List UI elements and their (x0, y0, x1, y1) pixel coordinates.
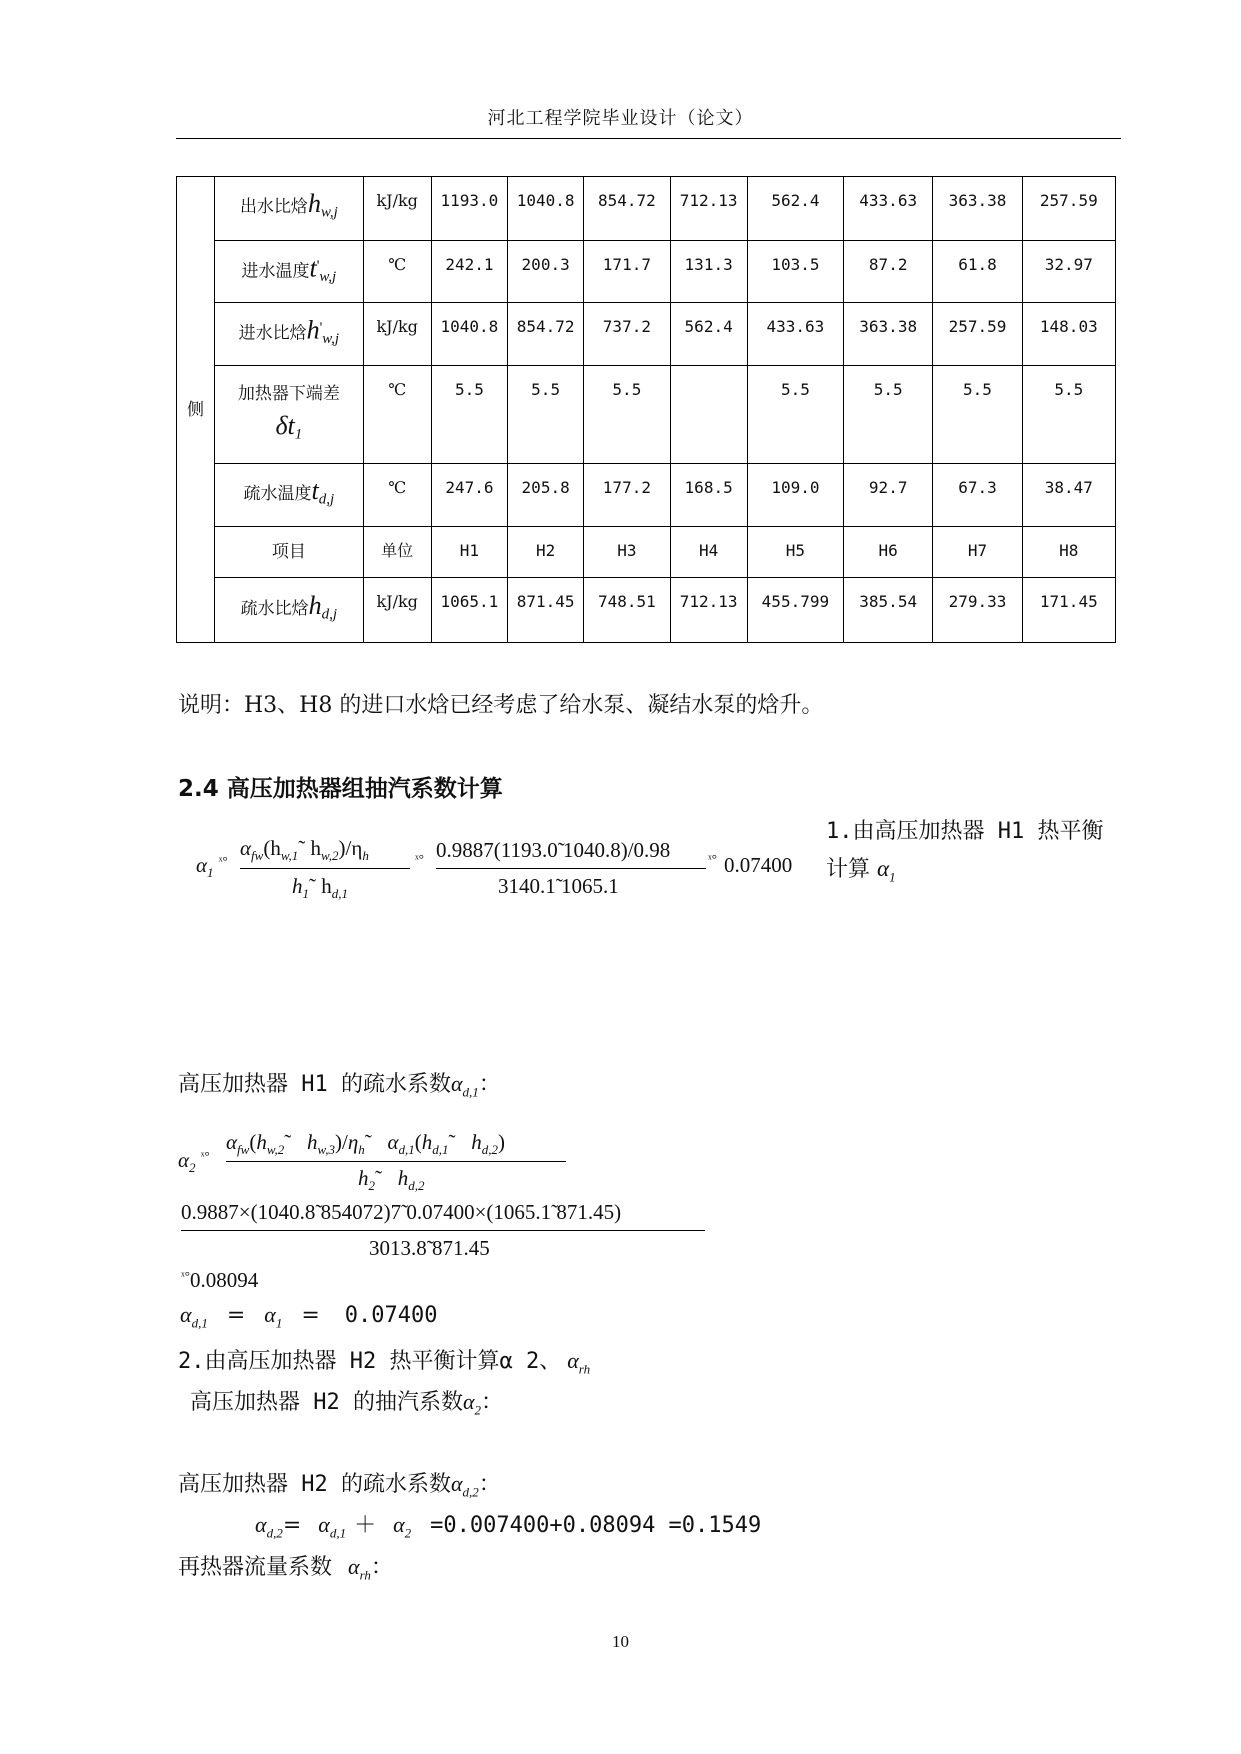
row-label-cell (215, 527, 363, 578)
row-label: 疏水比焓 (240, 598, 309, 619)
header-rule (176, 138, 1121, 139)
eq1-lhs (196, 853, 228, 881)
eq3-sub-1: 1 (275, 1315, 283, 1331)
table-row (177, 241, 1116, 303)
table-note: 说明：H3、H8 的进口水焓已经考虑了给水泵、凝结水泵的焓升。 (178, 693, 824, 718)
eq1-den-rest: ˜ h (309, 874, 332, 898)
side-label: 侧 (187, 399, 205, 420)
value-cell: H8 (1022, 527, 1115, 578)
unit-cell: ℃ (363, 464, 431, 527)
table-row (177, 366, 1116, 464)
row-symbol-prime: ' (319, 320, 323, 337)
section-heading: 2.4 高压加热器组抽汽系数计算 (178, 776, 503, 802)
eq4-sub-2: 2 (404, 1525, 412, 1541)
value-cell: H1 (431, 527, 507, 578)
value-cell: 385.54 (844, 578, 933, 643)
value-cell: 5.5 (844, 366, 933, 464)
value-cell: 103.5 (747, 241, 843, 303)
eq1-fraction-bar-1 (240, 868, 410, 869)
value-cell: 148.03 (1022, 303, 1115, 366)
value-cell: H2 (508, 527, 584, 578)
alpha-subscript: 1 (889, 869, 896, 885)
eq1-num-sub2: w,1 (280, 848, 299, 864)
value-cell: 247.6 (431, 464, 507, 527)
eq1-num-symbolic (240, 836, 369, 864)
row-label: 加热器下端差 (237, 384, 340, 405)
step2-sub: rh (578, 1361, 591, 1377)
unit-cell: kJ/kg (363, 177, 431, 241)
value-cell: 257.59 (1022, 177, 1115, 241)
value-cell (670, 366, 747, 464)
value-cell: 737.2 (584, 303, 670, 366)
eq1-eq-sign-3: ˣ° (708, 851, 717, 866)
drain-h1-text: 高压加热器 H1 的疏水系数 (178, 1072, 451, 1097)
value-cell: 5.5 (1022, 366, 1115, 464)
alpha-symbol: α (877, 856, 890, 881)
value-cell: 1193.0 (431, 177, 507, 241)
eq1-fraction-bar-2 (436, 868, 706, 869)
step1-line1 (826, 814, 1103, 845)
eq2-result: 0.08094 (189, 1268, 259, 1292)
value-cell: H4 (670, 527, 747, 578)
row-label: 项目 (271, 542, 306, 562)
page-header: 河北工程学院毕业设计（论文） (487, 108, 754, 129)
reheat-alpha: α (348, 1554, 360, 1579)
eq2-lhs (178, 1148, 210, 1176)
table-row (177, 303, 1116, 366)
value-cell: 433.63 (747, 303, 843, 366)
table-row (177, 578, 1116, 643)
eq1-num-numeric: 0.9887(1193.0̃ 1040.8)/0.98 (436, 838, 671, 862)
value-cell: H3 (584, 527, 670, 578)
extraction-h2-sub: 2 (474, 1402, 482, 1418)
eq2-fraction-bar-2 (181, 1230, 705, 1231)
eq1-num-mid: ˜ h (298, 836, 322, 860)
step2-text: 2.由高压加热器 H2 热平衡计算α 2、 (178, 1349, 562, 1374)
value-cell: 871.45 (508, 578, 584, 643)
extraction-h2-text: 高压加热器 H2 的抽汽系数 (190, 1390, 463, 1415)
heater-parameter-table (176, 176, 1116, 643)
row-symbol-subscript: w,j (322, 331, 340, 348)
eq1-eq-sign-2: ˣ° (415, 851, 424, 866)
eq2-result-line (181, 1268, 258, 1293)
value-cell: 562.4 (670, 303, 747, 366)
table-row (177, 464, 1116, 527)
value-cell: 38.47 (1022, 464, 1115, 527)
eq4-rhs: =0.007400+0.08094 =0.1549 (430, 1513, 762, 1538)
value-cell: 363.38 (844, 303, 933, 366)
step1-line2 (826, 852, 896, 885)
value-cell: 1040.8 (508, 177, 584, 241)
reheat-sub: rh (359, 1567, 371, 1583)
row-label: 进水温度 (241, 261, 310, 282)
value-cell: 171.7 (584, 241, 670, 303)
drain-h2-text: 高压加热器 H2 的疏水系数 (178, 1472, 451, 1497)
value-cell: 1065.1 (431, 578, 507, 643)
eq1-num-sub4: h (362, 848, 369, 864)
value-cell: 748.51 (584, 578, 670, 643)
eq2-lhs-symbol: α (178, 1148, 190, 1172)
value-cell: 61.8 (933, 241, 1022, 303)
value-cell: 205.8 (508, 464, 584, 527)
extraction-h2-colon: ： (481, 1390, 504, 1415)
eq1-den-numeric: 3140.1̃ 1065.1 (498, 874, 619, 898)
unit-cell: kJ/kg (363, 303, 431, 366)
row-symbol-subscript: d,j (318, 491, 335, 508)
value-cell: 177.2 (584, 464, 670, 527)
eq1-den-sub: 1 (302, 886, 309, 902)
step1-text2: 计算 (826, 857, 871, 882)
eq1-eq-sign: ˣ° (218, 853, 228, 868)
eq2-lhs-sub: 2 (189, 1160, 196, 1176)
row-label: 进水比焓 (238, 324, 307, 345)
extraction-h2-alpha: α (462, 1389, 475, 1414)
value-cell: 92.7 (844, 464, 933, 527)
value-cell: 200.3 (508, 241, 584, 303)
row-label-cell (215, 241, 363, 303)
row-label: 疏水温度 (243, 483, 312, 504)
row-label-cell (215, 303, 363, 366)
eq1-result: 0.07400 (724, 853, 793, 877)
step2-alpha: α (567, 1348, 579, 1373)
value-cell: 433.63 (844, 177, 933, 241)
eq1-den-sub2: d,1 (331, 886, 348, 902)
row-label: 出水比焓 (239, 197, 308, 218)
table-row (177, 177, 1116, 241)
eq1-num-sub: fw (251, 848, 264, 864)
drain-h1-sub: d,1 (462, 1084, 479, 1100)
eq1-num-end: )/η (338, 836, 363, 860)
eq3-value: 0.07400 (344, 1303, 438, 1328)
step2-line (178, 1344, 590, 1377)
value-cell: 455.799 (747, 578, 843, 643)
row-symbol: δt (275, 411, 295, 441)
extraction-h2-line (190, 1385, 503, 1418)
drain-h1-colon: ： (478, 1072, 501, 1097)
eq4-line: $\alpha_{d,2}= \alpha_{d,1} + \alpha_2 =0.007400+0.08094 =0.1549$ (255, 1512, 762, 1541)
eq2-num-symbolic: $\alpha_{fw}(h_{w,2}˜$ $h_{w,3})/\eta_h˜$ $\alpha_{d,1}(h_{d,1}˜$ $h_{d,2}$) (226, 1130, 506, 1158)
value-cell: 5.5 (747, 366, 843, 464)
table-row (177, 527, 1116, 578)
row-symbol-prime: ' (316, 257, 320, 274)
unit-cell: ℃ (363, 241, 431, 303)
row-label-cell (215, 578, 363, 643)
value-cell: H5 (747, 527, 843, 578)
page-number: 10 (612, 1632, 629, 1651)
value-cell: 109.0 (747, 464, 843, 527)
reheat-line (178, 1550, 393, 1583)
eq2-eq-sign: ˣ° (200, 1148, 210, 1163)
unit-cell: 单位 (363, 527, 431, 578)
row-symbol: h (307, 189, 321, 219)
eq3-alpha-d1: α (180, 1302, 192, 1327)
value-cell: 5.5 (584, 366, 670, 464)
drain-h2-alpha: α (450, 1471, 463, 1496)
eq4-sub-d2: d,2 (266, 1525, 283, 1541)
eq2-den-numeric: 3013.8̃ 871.45 (369, 1236, 490, 1260)
value-cell: 171.45 (1022, 578, 1115, 643)
table-body (177, 177, 1116, 643)
drain-h1-line (178, 1067, 501, 1100)
value-cell: 712.13 (670, 578, 747, 643)
value-cell: H6 (844, 527, 933, 578)
value-cell: 854.72 (508, 303, 584, 366)
row-label-cell (215, 464, 363, 527)
value-cell: 1040.8 (431, 303, 507, 366)
eq1-den-h: h (292, 874, 303, 898)
row-symbol: t (311, 475, 319, 505)
eq1-num-sub3: w,2 (321, 848, 339, 864)
eq1-lhs-sub: 1 (207, 865, 214, 881)
drain-h1-alpha: α (450, 1071, 463, 1096)
value-cell: 363.38 (933, 177, 1022, 241)
row-symbol: h (306, 316, 320, 346)
eq1-lhs-symbol: α (196, 853, 208, 877)
eq2-eq-sign-2: ˣ° (181, 1268, 190, 1283)
value-cell: H7 (933, 527, 1022, 578)
value-cell: 562.4 (747, 177, 843, 241)
unit-cell: ℃ (363, 366, 431, 464)
value-cell: 854.72 (584, 177, 670, 241)
value-cell: 87.2 (844, 241, 933, 303)
value-cell: 168.5 (670, 464, 747, 527)
eq1-num-alpha: α (240, 836, 252, 860)
value-cell: 257.59 (933, 303, 1022, 366)
eq2-den-symbolic: $h_2˜$ $h_{d,2}$ (358, 1166, 425, 1194)
row-label-cell (215, 177, 363, 241)
unit-cell: kJ/kg (363, 578, 431, 643)
row-symbol-subscript: w,j (320, 204, 338, 221)
step1-text: 1.由高压加热器 H1 热平衡 (826, 819, 1104, 844)
row-symbol: t (309, 253, 317, 283)
side-label-cell (177, 177, 215, 643)
row-label-cell (215, 366, 363, 464)
value-cell: 5.5 (431, 366, 507, 464)
eq2-fraction-bar-1 (226, 1161, 566, 1162)
row-symbol-subscript: d,j (321, 606, 338, 623)
row-symbol: h (308, 590, 322, 620)
drain-h2-colon: ： (478, 1472, 501, 1497)
value-cell: 712.13 (670, 177, 747, 241)
row-symbol-subscript: w,j (319, 269, 337, 286)
value-cell: 32.97 (1022, 241, 1115, 303)
value-cell: 242.1 (431, 241, 507, 303)
drain-h2-sub: d,2 (462, 1484, 479, 1500)
value-cell: 5.5 (508, 366, 584, 464)
eq1-num-part: (h (263, 836, 281, 860)
eq2-num-numeric: 0.9887×(1040.8̃ 854072)7̃ 0.07400×(1065.1̃ 871.45) (181, 1200, 622, 1224)
value-cell: 67.3 (933, 464, 1022, 527)
eq3-sub-d1: d,1 (191, 1315, 208, 1331)
eq1-den-symbolic (292, 874, 348, 902)
value-cell: 279.33 (933, 578, 1022, 643)
value-cell: 131.3 (670, 241, 747, 303)
eq3-line: $\alpha_{d,1} = \alpha_1 = 0.07400$ (180, 1302, 438, 1331)
drain-h2-line (178, 1467, 501, 1500)
row-symbol-subscript: 1 (294, 426, 303, 443)
reheat-colon: ： (370, 1555, 393, 1580)
reheat-text: 再热器流量系数 (178, 1555, 333, 1580)
eq3-alpha-1: α (264, 1302, 276, 1327)
value-cell: 5.5 (933, 366, 1022, 464)
eq4-sub-d1: d,1 (329, 1525, 347, 1541)
